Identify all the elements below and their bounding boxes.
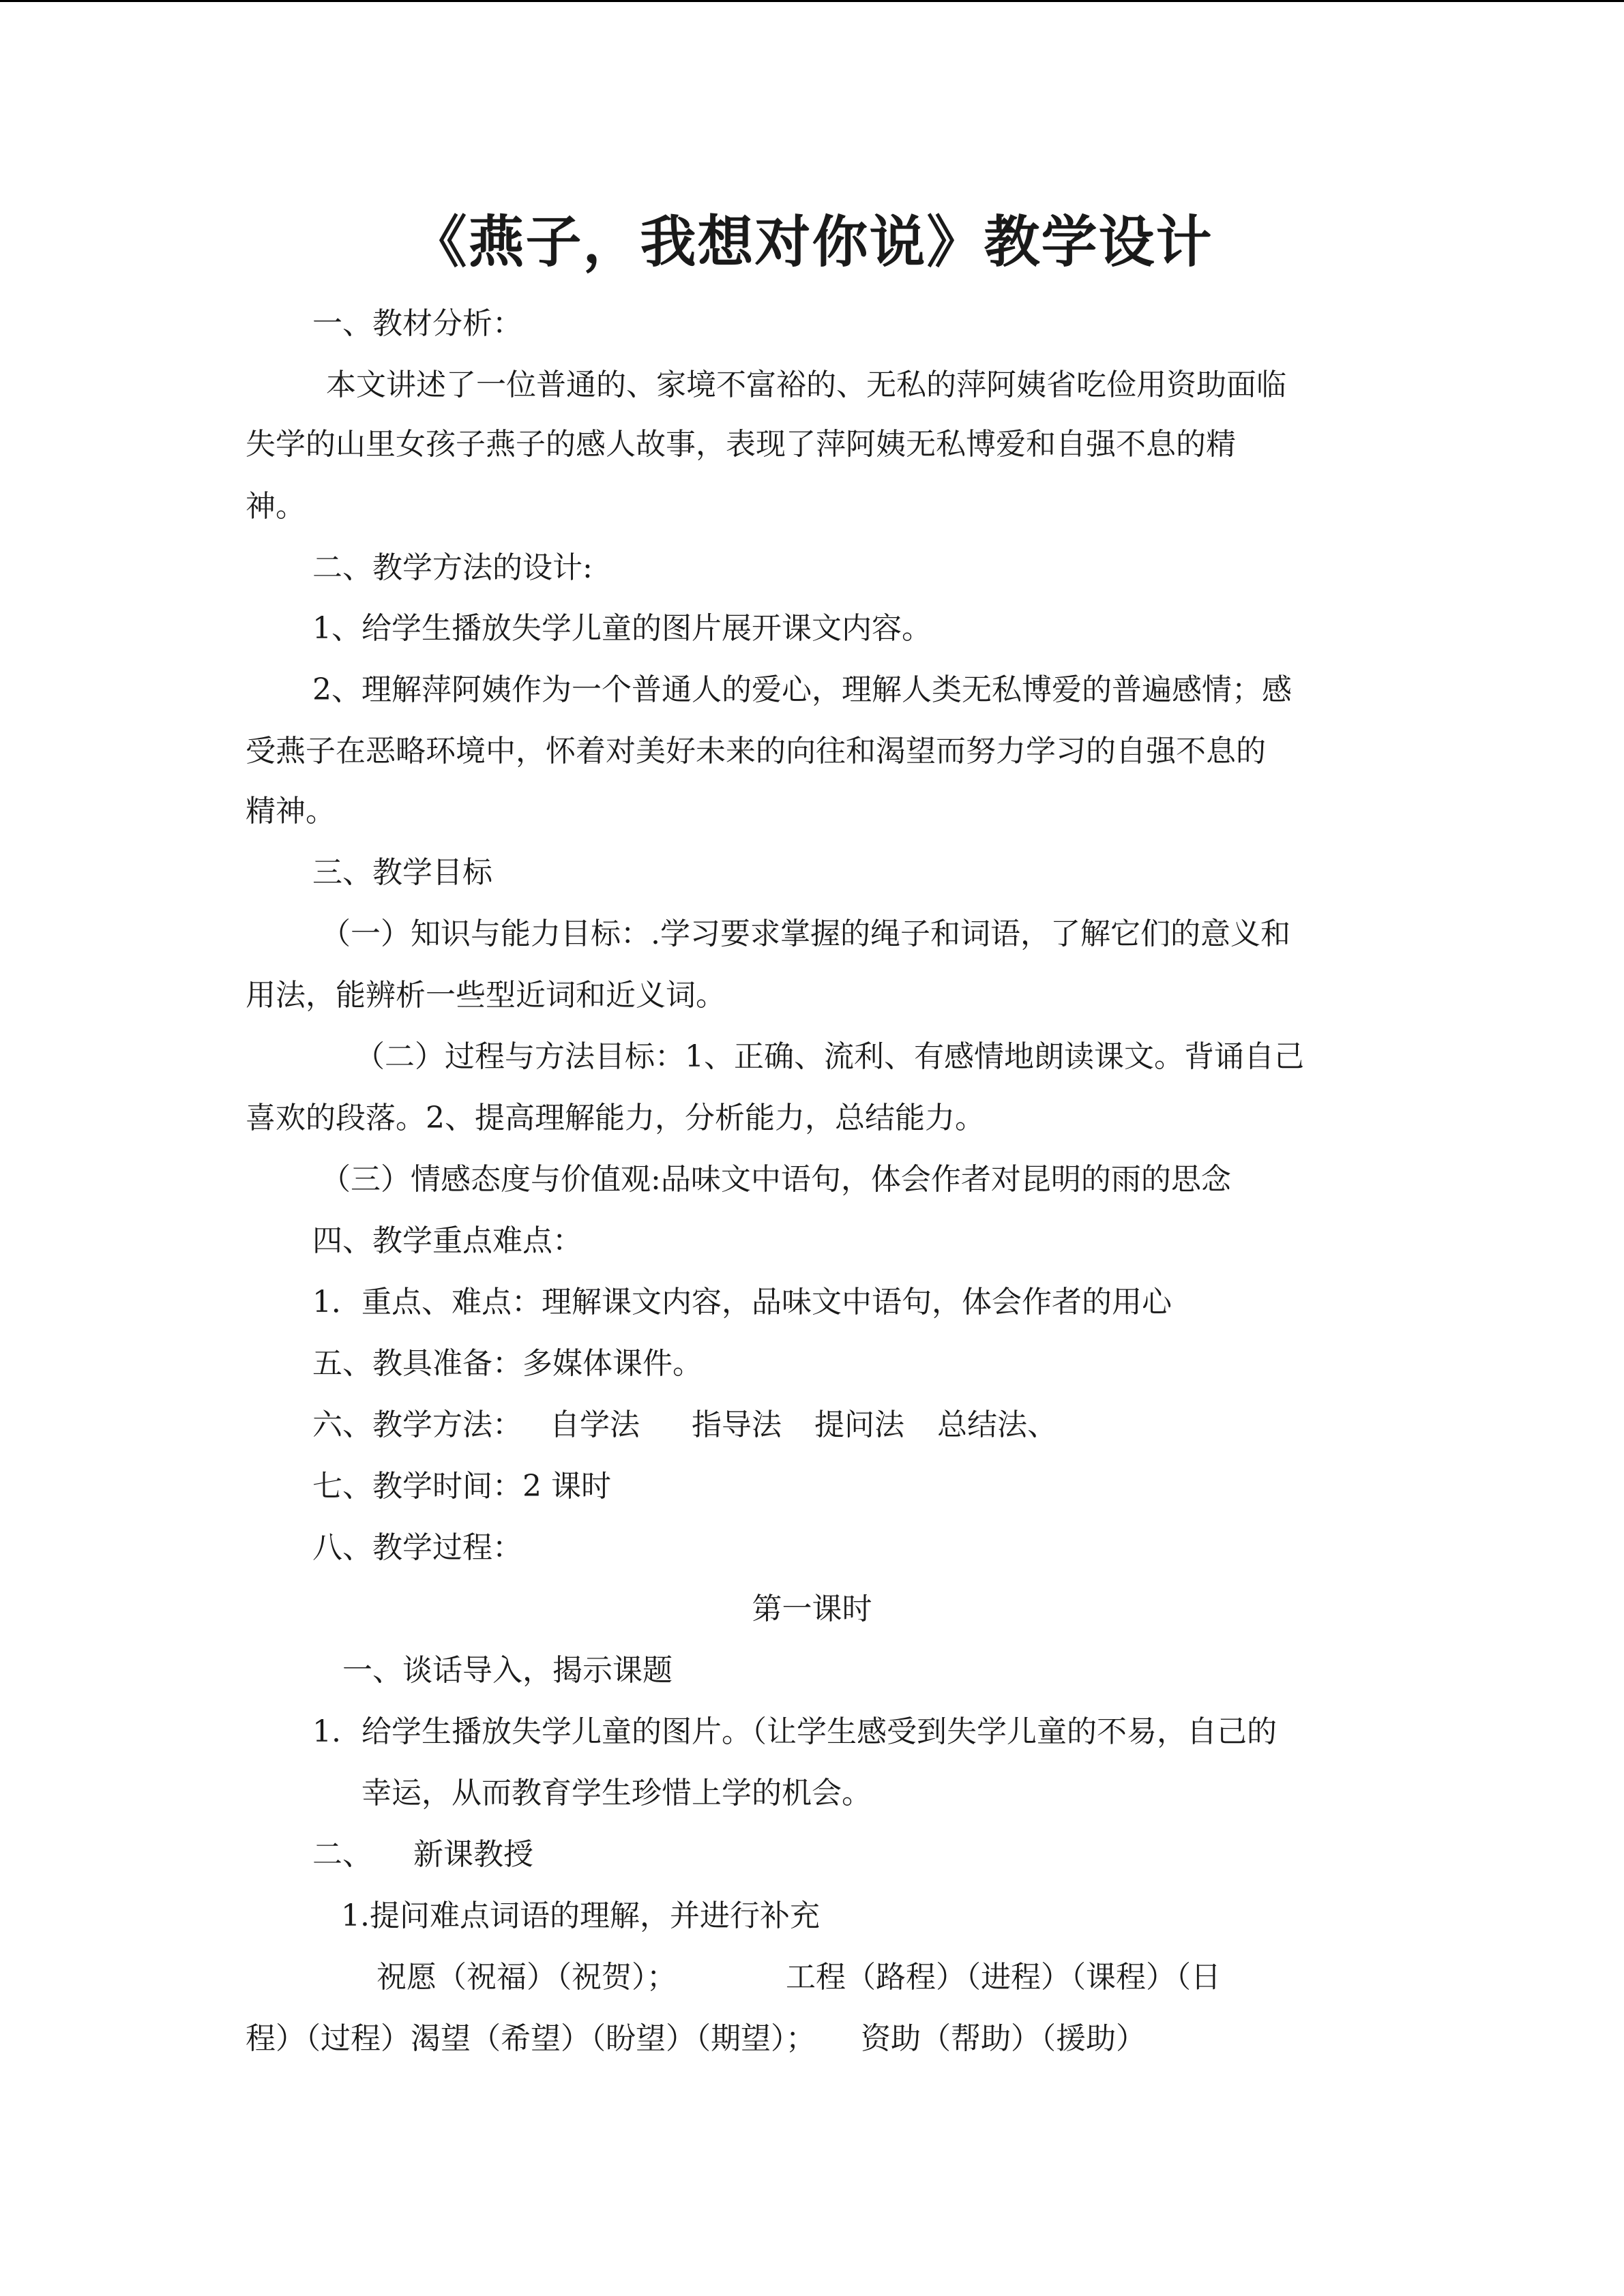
section-8-heading: 八、教学过程： <box>312 1530 522 1565</box>
word-group-wish: 祝愿（祝福）（祝贺）； <box>377 1960 677 1995</box>
lesson-1-step-2-item-1: 1.提问难点词语的理解，并进行补充 <box>341 1898 820 1933</box>
section-5-teaching-aids: 五、教具准备：多媒体课件。 <box>312 1346 703 1381</box>
word-list-line-2 <box>246 2018 1378 2059</box>
item-text-line-1: 给学生播放失学儿童的图片。（让学生感受到失学儿童的不易，自己的 <box>361 1714 1277 1749</box>
word-list-line-1 <box>377 1957 1376 1998</box>
section-4-heading: 四、教学重点难点： <box>312 1223 582 1258</box>
lesson-1-step-1-item-1 <box>312 1712 1376 1753</box>
document-title: 《燕子，我想对你说》教学设计 <box>411 209 1213 275</box>
section-2-item-2-line-2: 受燕子在恶略环境中，怀着对美好未来的向往和渴望而努力学习的自强不息的 <box>246 734 1266 769</box>
section-6-teaching-methods <box>312 1405 1376 1446</box>
section-1-paragraph-line-3: 神。 <box>246 489 306 524</box>
word-group-hope: 程）（过程）渴望（希望）（盼望）（期望）； <box>246 2021 816 2056</box>
lesson-1-heading: 第一课时 <box>752 1592 872 1626</box>
method-guidance: 指导法 <box>692 1407 782 1442</box>
step-number: 二、 <box>312 1837 372 1872</box>
lesson-1-step-1-item-1-line-2: 幸运，从而教育学生珍惜上学的机会。 <box>361 1776 872 1810</box>
section-1-paragraph-line-1: 本文讲述了一位普通的、家境不富裕的、无私的萍阿姨省吃俭用资助面临 <box>326 368 1286 402</box>
section-1-paragraph-line-2: 失学的山里女孩子燕子的感人故事，表现了萍阿姨无私博爱和自强不息的精 <box>246 427 1236 462</box>
section-2-heading: 二、教学方法的设计: <box>312 550 593 585</box>
method-summary: 总结法、 <box>937 1407 1057 1442</box>
goal-1-line-2: 用法，能辨析一些型近词和近义词。 <box>246 978 726 1013</box>
section-1-heading: 一、教材分析： <box>312 306 522 341</box>
item-number: 1. <box>312 1714 341 1749</box>
goal-1-line-1: （一）知识与能力目标：.学习要求掌握的绳子和词语，了解它们的意义和 <box>321 916 1290 951</box>
method-questioning: 提问法 <box>814 1407 904 1442</box>
step-text: 新课教授 <box>413 1837 533 1872</box>
goal-2-line-1: （二）过程与方法目标：1、正确、流利、有感情地朗读课文。背诵自己 <box>355 1039 1304 1074</box>
section-6-label: 六、教学方法： <box>312 1407 522 1442</box>
section-4-item-1: 1．重点、难点：理解课文内容，品味文中语句，体会作者的用心 <box>312 1285 1172 1320</box>
section-2-item-1: 1、给学生播放失学儿童的图片展开课文内容。 <box>312 611 932 646</box>
section-7-teaching-time: 七、教学时间：2 课时 <box>312 1469 611 1504</box>
section-2-item-2-line-3: 精神。 <box>246 794 336 829</box>
section-3-heading: 三、教学目标 <box>312 855 492 890</box>
word-group-project: 工程（路程）（进程）（课程）（日 <box>786 1960 1221 1995</box>
word-group-aid: 资助（帮助）（援助） <box>861 2021 1146 2056</box>
section-2-item-2-line-1: 2、理解萍阿姨作为一个普通人的爱心，理解人类无私博爱的普遍感情；感 <box>312 672 1292 707</box>
goal-2-line-2: 喜欢的段落。2、提高理解能力，分析能力，总结能力。 <box>246 1101 985 1135</box>
lesson-1-step-1: 一、谈话导入，揭示课题 <box>342 1653 673 1688</box>
lesson-1-step-2 <box>312 1834 1376 1875</box>
goal-3: （三）情感态度与价值观:品味文中语句，体会作者对昆明的雨的思念 <box>321 1162 1231 1197</box>
method-self-study: 自学法 <box>550 1407 640 1442</box>
